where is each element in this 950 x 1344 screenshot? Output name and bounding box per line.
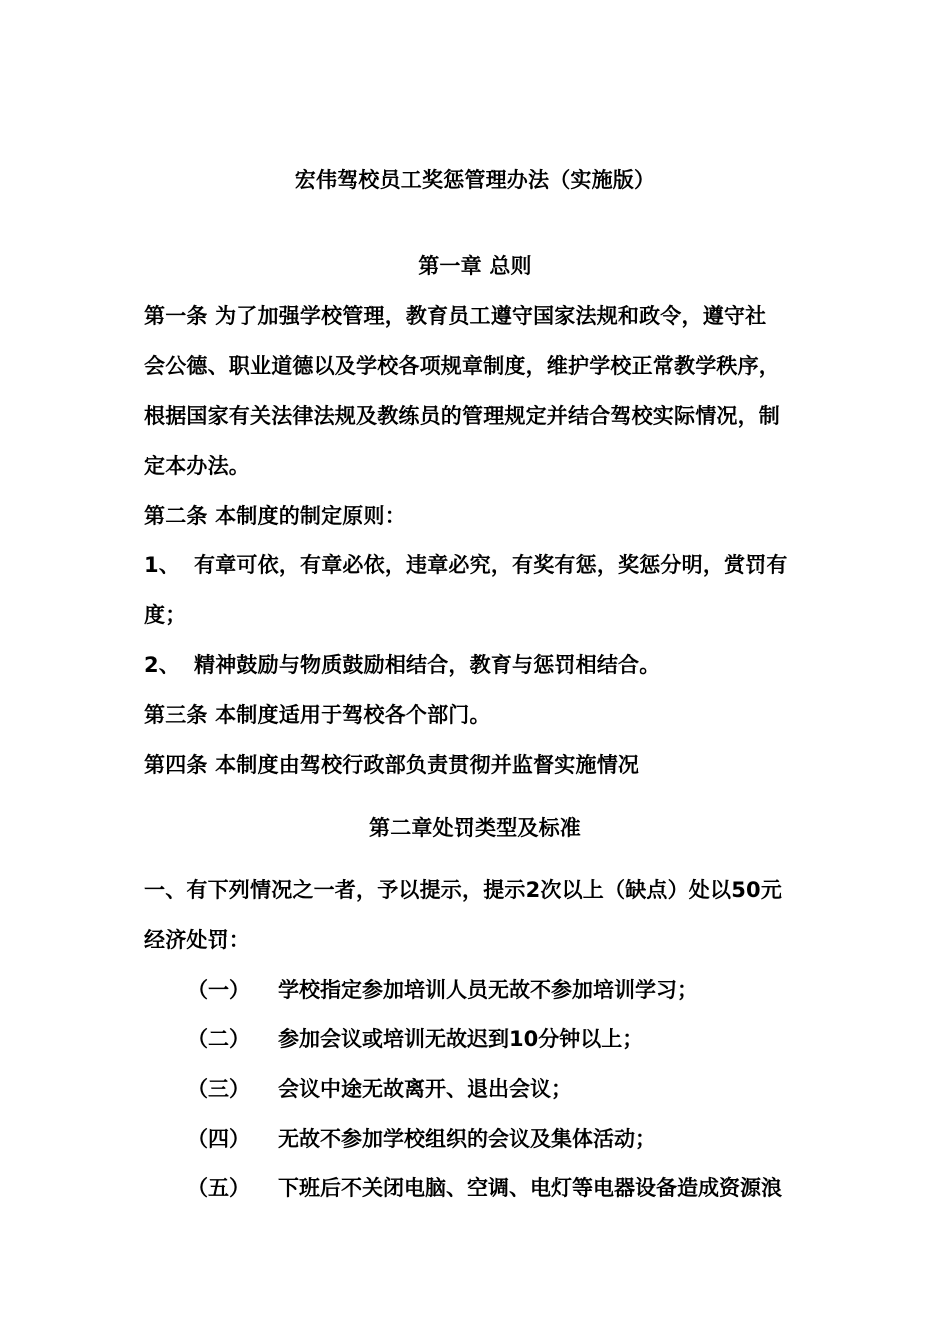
item-1-text: 学校指定参加培训人员无故不参加培训学习； (278, 978, 698, 1002)
item-5-text: 下班后不关闭电脑、空调、电灯等电器设备造成资源浪 (278, 1176, 782, 1200)
article1-line4: 定本办法。 (144, 454, 250, 478)
article4: 第四条 本制度由驾校行政部负责贯彻并监督实施情况 (144, 753, 640, 777)
item-3-number: （三） (187, 1077, 250, 1101)
article1-line3: 根据国家有关法律法规及教练员的管理规定并结合驾校实际情况，制 (144, 404, 780, 428)
section1-line1: 一、有下列情况之一者，予以提示，提示2次以上（缺点）处以50元 (144, 878, 783, 902)
article1-line1: 第一条 为了加强学校管理，教育员工遵守国家法规和政令，遵守社 (144, 304, 767, 328)
item-4-number: （四） (187, 1127, 250, 1151)
principle-2-number: 2、 (144, 653, 181, 677)
item-2-text: 参加会议或培训无故迟到10分钟以上； (278, 1027, 644, 1051)
item-2-number: （二） (187, 1027, 250, 1051)
chapter1-heading: 第一章 总则 (418, 254, 532, 278)
principle-1 (144, 551, 814, 579)
principle-2-text: 精神鼓励与物质鼓励相结合，教育与惩罚相结合。 (194, 653, 661, 677)
principle-2 (144, 651, 814, 679)
item-4-text: 无故不参加学校组织的会议及集体活动； (278, 1127, 656, 1151)
principle-1-continued: 度； (144, 603, 187, 627)
document-title: 宏伟驾校员工奖惩管理办法（实施版） (294, 168, 656, 192)
principle-1-number: 1、 (144, 553, 181, 577)
item-3-text: 会议中途无故离开、退出会议； (278, 1077, 572, 1101)
article1-line2: 会公德、职业道德以及学校各项规章制度，维护学校正常教学秩序， (144, 354, 780, 378)
section1-line2: 经济处罚： (144, 928, 250, 952)
article2-heading: 第二条 本制度的制定原则： (144, 504, 406, 528)
item-5-number: （五） (187, 1176, 250, 1200)
chapter2-heading: 第二章处罚类型及标准 (369, 816, 581, 840)
article3: 第三条 本制度适用于驾校各个部门。 (144, 703, 491, 727)
item-1-number: （一） (187, 978, 250, 1002)
principle-1-text: 有章可依，有章必依，违章必究，有奖有惩，奖惩分明，赏罚有 (194, 553, 788, 577)
